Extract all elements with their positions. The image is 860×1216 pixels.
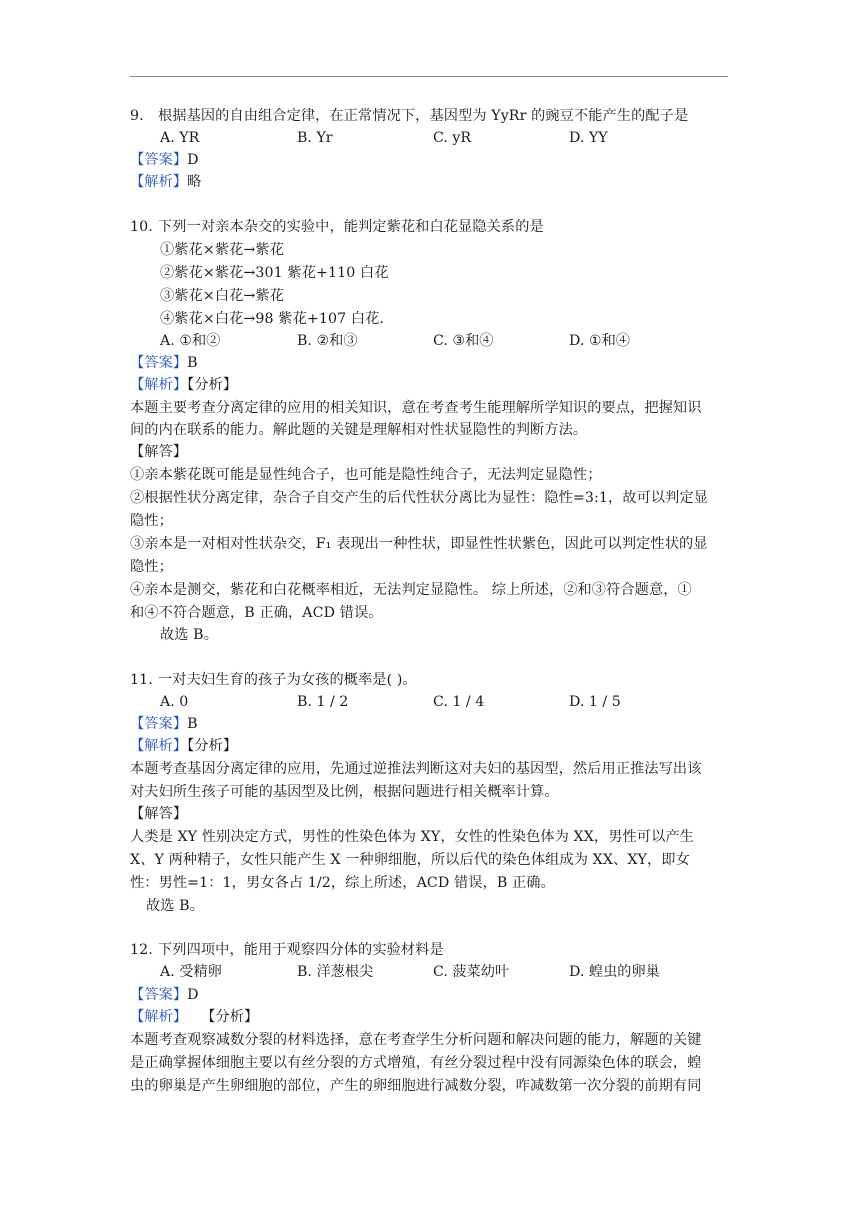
q10-item-4: ④紫花×白花→98 紫花+107 白花. — [160, 311, 385, 327]
q10-analysis-line: 间的内在联系的能力。解此题的关键是理解相对性状显隐性的判断方法。 — [130, 422, 588, 438]
q11-solution-line: X、Y 两种精子，女性只能产生 X 一种卵细胞，所以后代的染色体组成为 XX、XY，即女 — [130, 852, 690, 868]
q11-conclusion: 故选 B。 — [146, 898, 204, 914]
q10-conclusion: 故选 B。 — [160, 627, 218, 643]
q11-solution-line: 性：男性=1：1，男女各占 1/2，综上所述，ACD 错误，B 正确。 — [130, 875, 555, 891]
q12-analysis-line: 是正确掌握体细胞主要以有丝分裂的方式增殖，有丝分裂过程中没有同源染色体的联会，蝗 — [130, 1055, 702, 1071]
q12-analysis-line: 本题考查观察减数分裂的材料选择，意在考查学生分析问题和解决问题的能力，解题的关键 — [130, 1032, 702, 1048]
q10-solution-line: 隐性； — [130, 559, 173, 575]
q9-option-d: D. YY — [569, 130, 608, 146]
q10-solution-line: 隐性； — [130, 513, 173, 529]
q10-option-d: D. ①和④ — [569, 333, 630, 349]
q10-solution-line: ②根据性状分离定律，杂合子自交产生的后代性状分离比为显性：隐性=3:1，故可以判定显 — [130, 490, 709, 506]
q9-analysis: 【解析】略 — [130, 174, 202, 190]
q11-analysis-heading: 【解析】【分析】 — [130, 738, 238, 754]
q10-solution-line: ③亲本是一对相对性状杂交，F₁ 表现出一种性状，即显性性状紫色，因此可以判定性状的显 — [130, 536, 708, 552]
q12-analysis-heading: 【解析】 【分析】 — [130, 1009, 259, 1025]
q11-solution-line: 人类是 XY 性别决定方式，男性的性染色体为 XY，女性的性染色体为 XX，男性可以产生 — [130, 829, 694, 845]
q10-solution-line: 和④不符合题意，B 正确，ACD 错误。 — [130, 605, 383, 621]
q11-answer: 【答案】B — [130, 716, 198, 732]
q9-option-b: B. Yr — [297, 130, 333, 146]
q10-analysis-line: 本题主要考查分离定律的应用的相关知识，意在考查考生能理解所学知识的要点，把握知识 — [130, 400, 702, 416]
q11-option-b: B. 1 / 2 — [297, 694, 349, 710]
q10-item-2: ②紫花×紫花→301 紫花+110 白花 — [160, 265, 389, 281]
q10-analysis-heading: 【解析】【分析】 — [130, 377, 238, 393]
q9-stem: 9. 根据基因的自由组合定律，在正常情况下，基因型为 YyRr 的豌豆不能产生的配子是 — [130, 108, 689, 124]
q11-option-c: C. 1 / 4 — [433, 694, 485, 710]
q12-option-d: D. 蝗虫的卵巢 — [569, 964, 660, 980]
q9-answer: 【答案】D — [130, 152, 199, 168]
q11-option-a: A. 0 — [160, 694, 189, 710]
q11-analysis-line: 对夫妇所生孩子可能的基因型及比例，根据问题进行相关概率计算。 — [130, 784, 559, 800]
q12-option-c: C. 菠菜幼叶 — [433, 964, 510, 980]
q10-solution-heading: 【解答】 — [130, 444, 188, 460]
q10-item-1: ①紫花×紫花→紫花 — [160, 242, 284, 258]
header-rule — [130, 76, 728, 77]
q10-stem: 10. 下列一对亲本杂交的实验中，能判定紫花和白花显隐关系的是 — [130, 219, 544, 235]
q11-option-d: D. 1 / 5 — [569, 694, 621, 710]
q12-stem: 12. 下列四项中，能用于观察四分体的实验材料是 — [130, 942, 444, 958]
q10-option-c: C. ③和④ — [433, 333, 494, 349]
q10-option-a: A. ①和② — [160, 333, 221, 349]
q12-option-a: A. 受精卵 — [160, 964, 222, 980]
q12-analysis-line: 虫的卵巢是产生卵细胞的部位，产生的卵细胞进行减数分裂，咋减数第一次分裂的前期有同 — [130, 1078, 702, 1094]
q10-answer: 【答案】B — [130, 355, 198, 371]
q10-solution-line: ④亲本是测交，紫花和白花概率相近，无法判定显隐性。 综上所述，②和③符合题意，① — [130, 582, 692, 598]
q10-option-b: B. ②和③ — [297, 333, 358, 349]
q11-solution-heading: 【解答】 — [130, 806, 188, 822]
q10-item-3: ③紫花×白花→紫花 — [160, 288, 284, 304]
q11-stem: 11. 一对夫妇生育的孩子为女孩的概率是( )。 — [130, 672, 417, 688]
q9-option-c: C. yR — [433, 130, 472, 146]
q12-answer: 【答案】D — [130, 987, 199, 1003]
q9-option-a: A. YR — [160, 130, 200, 146]
q11-analysis-line: 本题考查基因分离定律的应用，先通过逆推法判断这对夫妇的基因型，然后用正推法写出该 — [130, 761, 702, 777]
q12-option-b: B. 洋葱根尖 — [297, 964, 374, 980]
q10-solution-line: ①亲本紫花既可能是显性纯合子，也可能是隐性纯合子，无法判定显隐性； — [130, 467, 602, 483]
